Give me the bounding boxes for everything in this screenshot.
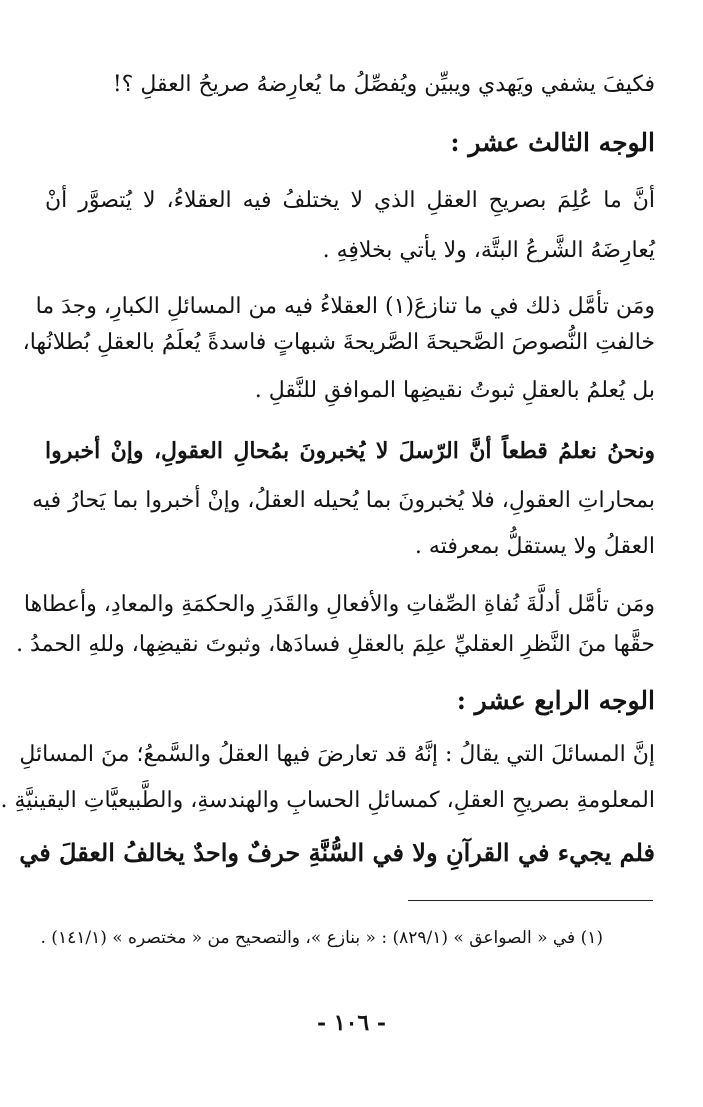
page-number: - ١٠٦ -	[316, 1010, 387, 1036]
section-heading: الوجه الرابع عشر :	[456, 686, 655, 715]
text-line: يُعارِضَهُ الشَّرعُ البتَّة، ولا يأتي بخلافِهِ .	[322, 238, 655, 263]
text-line: ومَن تأمَّل أدلَّةَ نُفاةِ الصِّفاتِ والأفعالِ والقَدَرِ والحكمَةِ والمعادِ، وأعطاها	[23, 592, 655, 617]
text-line: العقلُ ولا يستقلُّ بمعرفته .	[414, 534, 655, 559]
text-line: بمحاراتِ العقولِ، فلا يُخبرونَ بما يُحيله العقلُ، وإنْ أخبروا بما يَحارُ فيه	[32, 488, 655, 513]
section-heading: الوجه الثالث عشر :	[450, 128, 655, 157]
text-line: المعلومةِ بصريحِ العقلِ، كمسائلِ الحسابِ والهندسةِ، والطَّبيعيَّاتِ اليقينيَّةِ .	[0, 788, 655, 813]
footnote: (١) في « الصواعق » (٨٢٩/١) : « بنازع »، والتصحيح من « مختصره » (١٤١/١) .	[40, 928, 603, 948]
text-line: إنَّ المسائلَ التي يقالُ : إنَّهُ قد تعارضَ فيها العقلُ والسَّمعُ؛ منَ المسائلِ	[19, 742, 655, 767]
text-line: أنَّ ما عُلِمَ بصريحِ العقلِ الذي لا يختلفُ فيه العقلاءُ، لا يُتصوَّر أنْ	[45, 188, 655, 213]
text-line: حقَّها منَ النَّظرِ العقليِّ علِمَ بالعقلِ فسادَها، وثبوتَ نقيضِها، وللهِ الحمدُ .	[16, 632, 655, 657]
text-line: بل يُعلمُ بالعقلِ ثبوتُ نقيضِها الموافقِ للنَّقلِ .	[254, 378, 655, 403]
footnote-separator	[408, 900, 653, 901]
text-line: ومَن تأمَّل ذلك في ما تنازعَ(١) العقلاءُ فيه من المسائلِ الكبارِ، وجدَ ما	[35, 294, 655, 319]
text-line: خالفتِ النُّصوصَ الصَّحيحةَ الصَّريحةَ شبهاتٍ فاسدةً يُعلَمُ بالعقلِ بُطلانُها،	[22, 330, 655, 355]
text-line: فكيفَ يشفي ويَهدي ويبيِّن ويُفصِّلُ ما يُعارِضهُ صريحُ العقلِ ؟!	[112, 72, 655, 97]
text-line: فلم يجيء في القرآنِ ولا في السُّنَّةِ حرفٌ واحدٌ يخالفُ العقلَ في	[19, 838, 655, 867]
text-line: ونحنُ نعلمُ قطعاً أنَّ الرّسلَ لا يُخبرونَ بمُحالِ العقولِ، وإنْ أخبروا	[45, 438, 655, 464]
